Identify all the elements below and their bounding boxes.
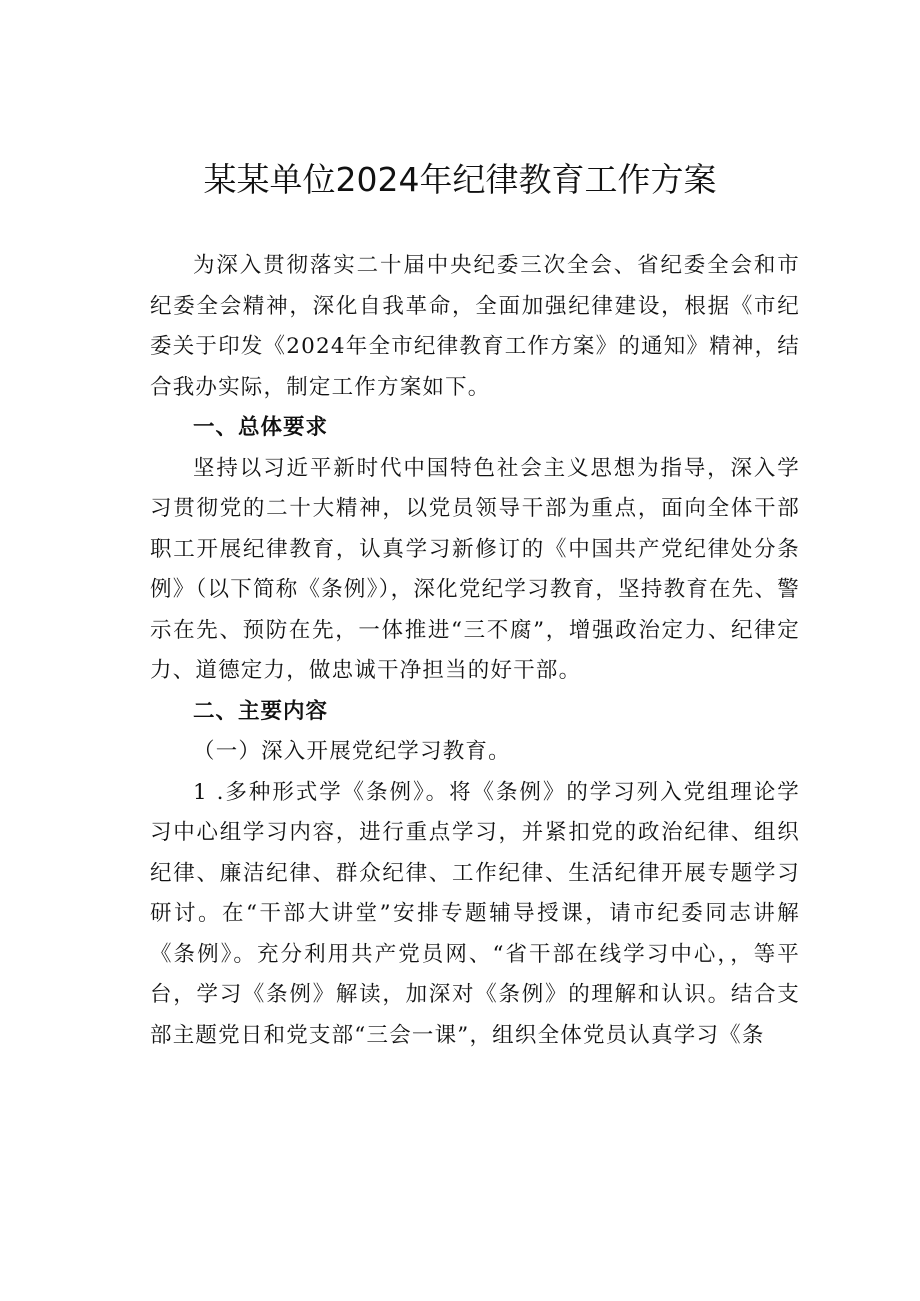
item-1-paragraph: 1 .多种形式学《条例》。将《条例》的学习列入党组理论学习中心组学习内容，进行重点学习，并紧扣党的政治纪律、组织纪律、廉洁纪律、群众纪律、工作纪律、生活纪律开展专题学习研讨。在“干部大讲堂”安排专题辅导授课，请市纪委同志讲解《条例》。充分利用共产党员网、“省干部在线学习中心，，等平台，学习《条例》解读，加深对《条例》的理解和认识。结合支部主题党日和党支部“三会一课”，组织全体党员认真学习《条 (150, 779, 800, 1048)
document-body (150, 246, 800, 1056)
page-title: 某某单位2024年纪律教育工作方案 (203, 160, 717, 199)
section-heading-general-requirements: 一、总体要求 (193, 415, 329, 440)
subsection-heading: （一）深入开展党纪学习教育。 (193, 739, 511, 764)
intro-paragraph: 为深入贯彻落实二十届中央纪委三次全会、省纪委全会和市纪委全会精神，深化自我革命，全面加强纪律建设，根据《市纪委关于印发《2024年全市纪律教育工作方案》的通知》精神，结合我办实际，制定工作方案如下。 (150, 253, 800, 400)
general-requirements-paragraph: 坚持以习近平新时代中国特色社会主义思想为指导，深入学习贯彻党的二十大精神，以党员领导干部为重点，面向全体干部职工开展纪律教育，认真学习新修订的《中国共产党纪律处分条例》（以下简称《条例》），深化党纪学习教育，坚持教育在先、警示在先、预防在先，一体推进“三不腐”，增强政治定力、纪律定力、道德定力，做忠诚干净担当的好干部。 (150, 455, 800, 683)
section-heading-main-content: 二、主要内容 (193, 698, 329, 724)
